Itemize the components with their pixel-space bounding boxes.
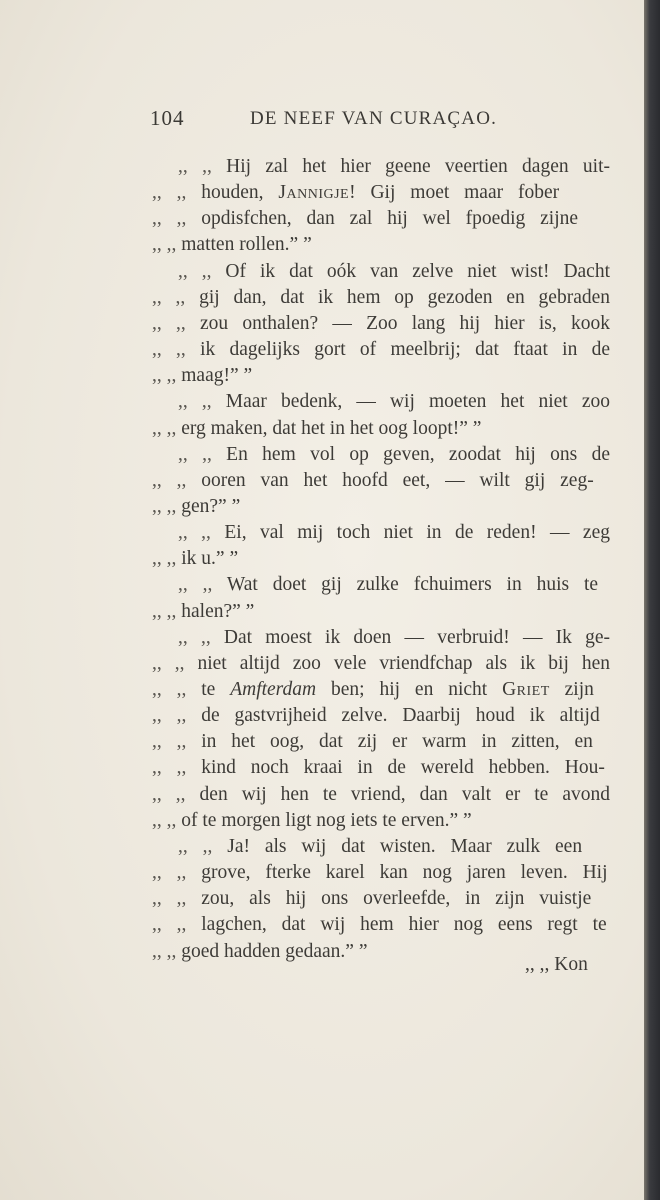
text-fragment: ! Gij moet maar fober — [349, 182, 560, 204]
line-text — [201, 679, 594, 700]
text-line — [152, 601, 254, 623]
text-line — [178, 391, 610, 413]
text-line — [178, 261, 610, 283]
quote-marks: ,, ,, — [178, 443, 227, 465]
quote-marks: ,, ,, — [152, 809, 182, 831]
line-text: ik dagelijks gort of meelbrij; dat ftaat in de — [200, 339, 611, 361]
line-text: kind noch kraai in de wereld hebben. Hou- — [201, 757, 605, 779]
line-text: Ja! als wij dat wisten. Maar zulk een — [227, 835, 583, 857]
quote-marks: ,, ,, — [152, 417, 182, 439]
quote-marks: ,, ,, — [152, 783, 200, 805]
text-line — [178, 156, 610, 178]
line-text: ooren van het hoofd eet, — wilt gij zeg- — [201, 469, 594, 491]
line-text: of te morgen ligt nog iets te erven.” ” — [181, 809, 472, 831]
text-line — [178, 836, 582, 858]
text-line — [152, 339, 610, 361]
quote-marks: ,, ,, — [152, 548, 182, 570]
quote-marks: ,, ,, — [152, 731, 202, 753]
small-caps-name: Jannigje — [278, 182, 350, 204]
line-text: lagchen, dat wij hem hier nog eens regt te — [201, 914, 607, 936]
line-text: opdisfchen, dan zal hij wel fpoedig zijne — [201, 208, 579, 230]
quote-marks: ,, ,, — [152, 862, 202, 884]
text-line — [152, 548, 238, 570]
line-text: Of ik dat oók van zelve niet wist! Dacht — [225, 260, 611, 282]
quote-marks: ,, ,, — [152, 652, 198, 674]
quote-marks: ,, ,, — [178, 522, 225, 544]
quote-marks: ,, ,, — [178, 260, 226, 282]
line-text: Maar bedenk, — wij moeten het niet zoo — [225, 391, 611, 413]
quote-marks: ,, ,, — [152, 705, 202, 727]
quote-marks: ,, ,, — [152, 940, 182, 962]
text-line — [178, 627, 610, 649]
line-text: gij dan, dat ik hem op gezoden en gebraden — [199, 286, 611, 308]
text-line — [152, 862, 607, 884]
quote-marks: ,, ,, — [152, 286, 200, 308]
quote-marks: ,, ,, — [152, 234, 182, 256]
quote-marks: ,, ,, — [152, 679, 202, 700]
line-text: zou, als hij ons overleefde, in zijn vuistje — [201, 888, 592, 910]
line-text: grove, fterke karel kan nog jaren leven. Hij — [201, 862, 608, 884]
text-line — [152, 287, 610, 309]
small-caps-name: Griet — [502, 679, 550, 700]
text-line — [178, 574, 598, 596]
text-line — [152, 914, 607, 936]
line-text: niet altijd zoo vele vriendfchap als ik bij hen — [197, 652, 611, 674]
quote-marks: ,, ,, — [152, 600, 182, 622]
quote-marks: ,, ,, — [152, 312, 200, 334]
quote-marks: ,, ,, — [178, 156, 227, 177]
line-text: zou onthalen? — Zoo lang hij hier is, kook — [199, 312, 610, 334]
line-text — [201, 182, 559, 203]
text-line — [152, 757, 605, 779]
text-line — [152, 496, 240, 518]
line-text: de gastvrijheid zelve. Daarbij houd ik altijd — [201, 705, 600, 727]
text-line — [152, 208, 578, 230]
text-line — [152, 705, 600, 727]
line-text: Ei, val mij toch niet in de reden! — zeg — [224, 522, 610, 544]
quote-marks: ,, ,, — [152, 182, 202, 204]
page-header — [150, 106, 520, 136]
text-line — [178, 522, 610, 544]
line-text: Wat doet gij zulke fchuimers in huis te — [226, 574, 599, 596]
line-text: erg maken, dat het in het oog loopt!” ” — [181, 417, 482, 439]
text-line — [152, 653, 610, 675]
page-edge — [644, 0, 660, 1200]
quote-marks: ,, ,, — [152, 757, 202, 779]
text-fragment: houden, — [201, 182, 279, 204]
quote-marks: ,, ,, — [178, 574, 227, 596]
text-fragment: ben; hij en nicht — [316, 679, 503, 700]
quote-marks: ,, ,, — [178, 391, 226, 413]
text-line — [152, 182, 559, 204]
text-line — [178, 444, 610, 466]
quote-marks: ,, ,, — [152, 495, 182, 517]
text-line — [152, 418, 481, 440]
line-text: maag!” ” — [181, 365, 253, 387]
text-line — [152, 810, 472, 832]
text-line — [152, 234, 312, 256]
quote-marks: ,, ,, — [152, 914, 202, 936]
quote-marks: ,, ,, — [152, 339, 201, 361]
line-text: En hem vol op geven, zoodat hij ons de — [226, 443, 610, 465]
catchword: ,, ,, Kon — [525, 954, 588, 975]
text-line — [152, 470, 594, 492]
line-text: den wij hen te vriend, dan valt er te avond — [199, 783, 611, 805]
line-text: in het oog, dat zij er warm in zitten, en — [201, 731, 593, 753]
text-line — [152, 731, 593, 753]
line-text: matten rollen.” ” — [181, 234, 312, 256]
quote-marks: ,, ,, — [178, 835, 228, 857]
text-line — [152, 679, 594, 701]
quote-marks: ,, ,, — [152, 365, 182, 387]
quote-marks: ,, ,, — [152, 208, 202, 230]
line-text: gen?” ” — [181, 495, 241, 517]
text-fragment: te — [201, 679, 231, 700]
quote-marks: ,, ,, — [178, 626, 224, 648]
text-line — [152, 365, 252, 387]
running-title: DE NEEF VAN CURAÇAO. — [250, 108, 498, 129]
text-line — [152, 888, 591, 910]
text-line — [152, 784, 610, 806]
text-fragment: zijn — [549, 679, 594, 700]
line-text: Dat moest ik doen — verbruid! — Ik ge- — [223, 626, 610, 648]
line-text: Hij zal het hier geene veertien dagen uit- — [226, 156, 610, 177]
quote-marks: ,, ,, — [152, 888, 202, 910]
page-number: 104 — [150, 106, 185, 130]
text-line — [152, 313, 610, 335]
italic-place-name: Amfterdam — [230, 679, 317, 700]
line-text: halen?” ” — [181, 600, 255, 622]
line-text: goed hadden gedaan.” ” — [181, 940, 368, 962]
quote-marks: ,, ,, — [152, 469, 202, 491]
text-line — [152, 941, 368, 963]
line-text: ik u.” ” — [181, 548, 239, 570]
